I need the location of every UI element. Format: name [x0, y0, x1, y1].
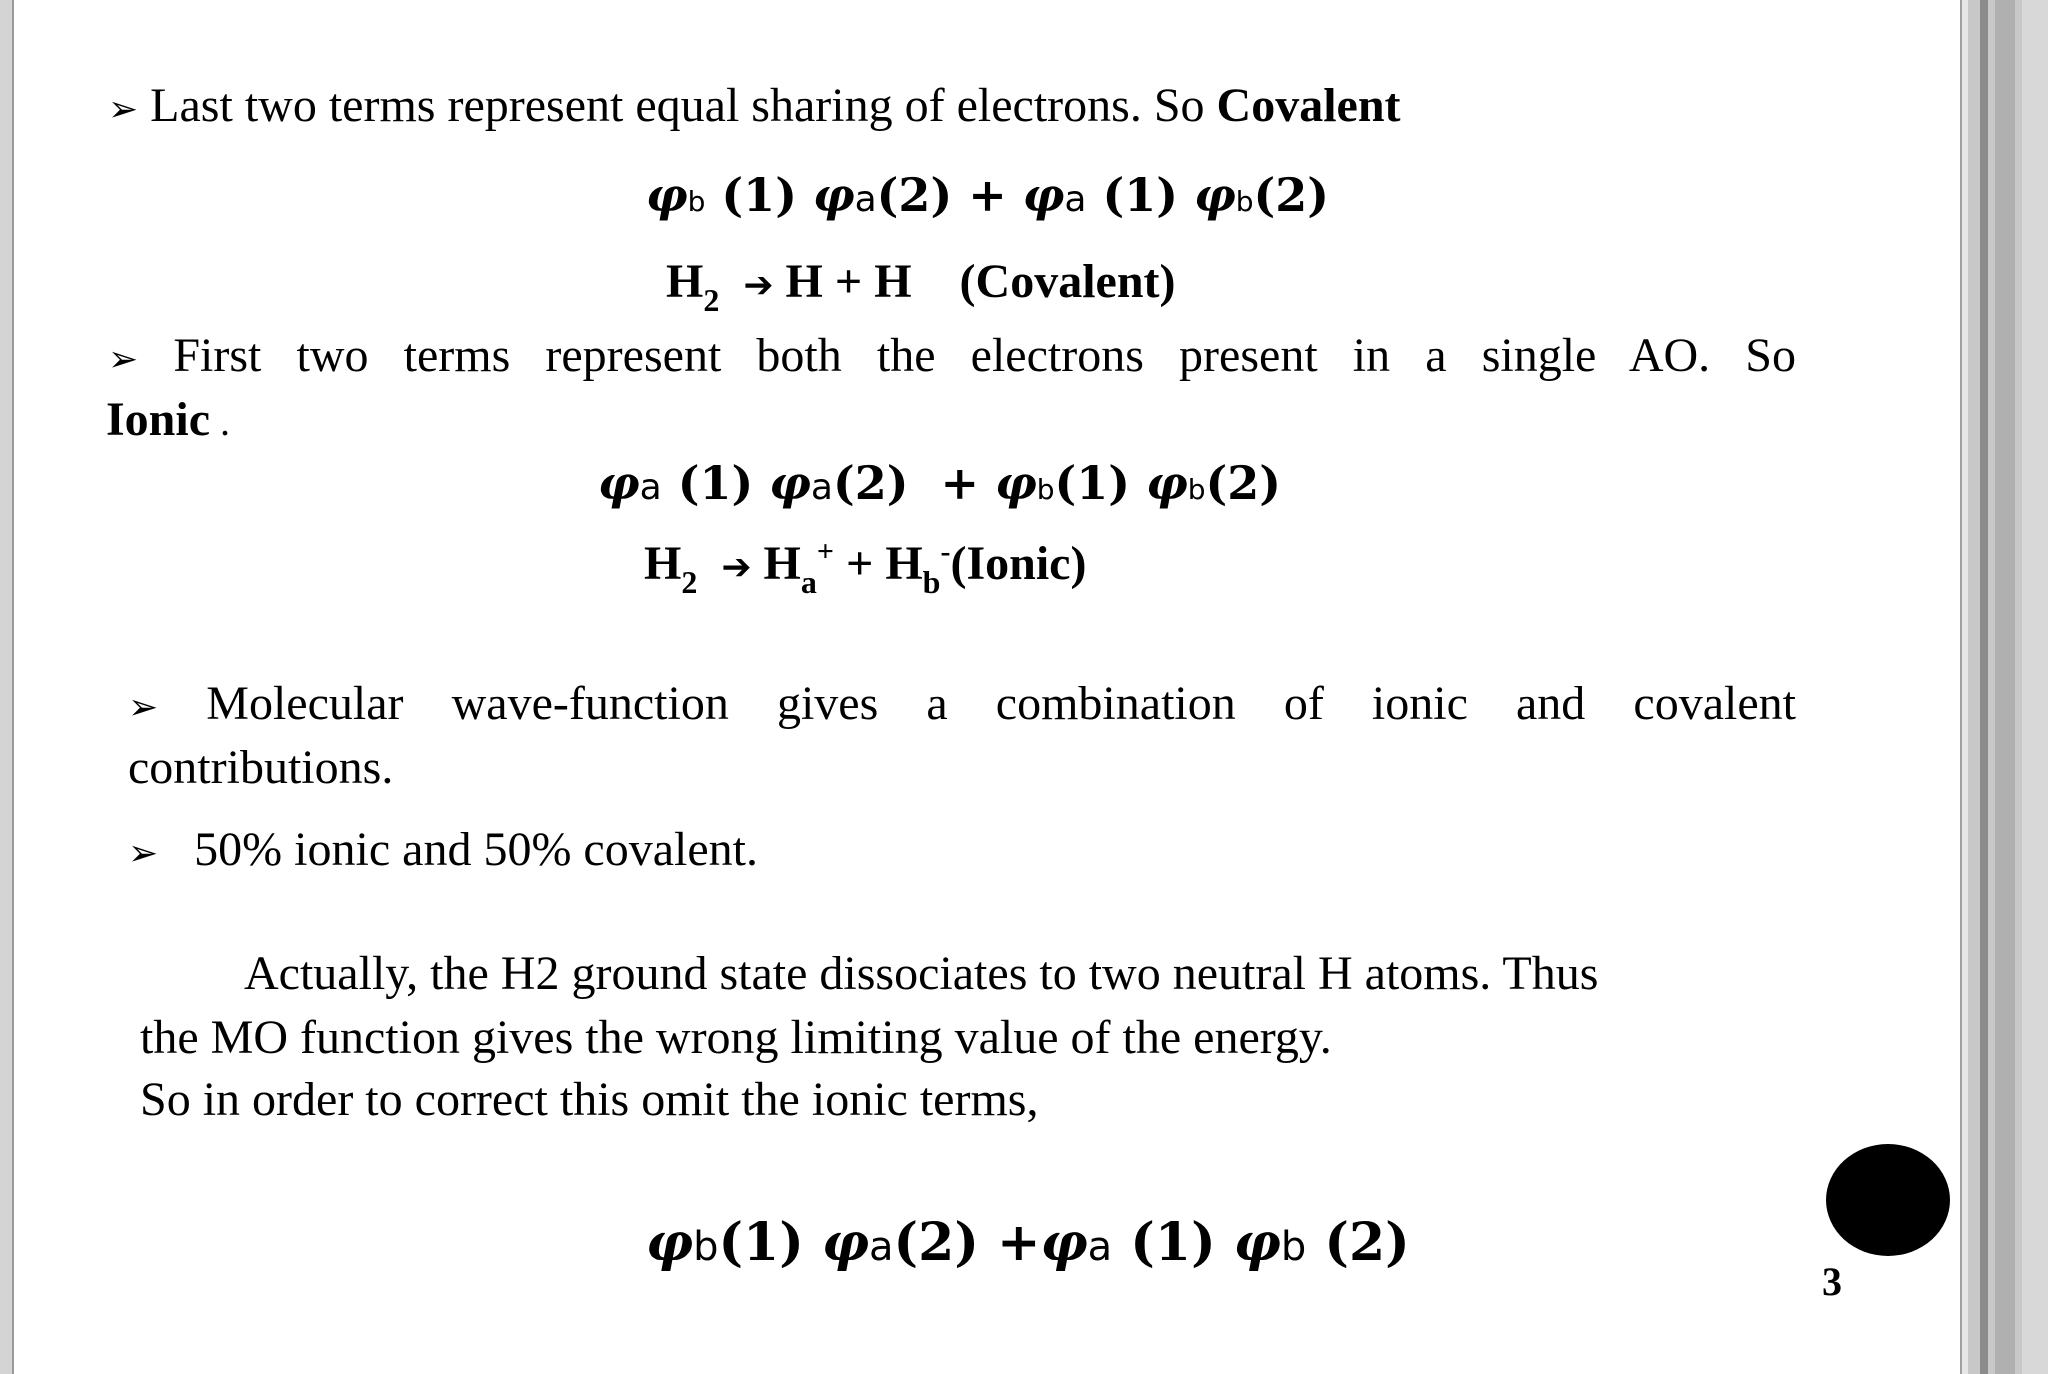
- argument: (2): [876, 168, 953, 222]
- subscript: b: [687, 185, 706, 218]
- phi-symbol: φ: [812, 168, 855, 222]
- argument: (2): [1324, 1212, 1410, 1273]
- left-border: [0, 0, 14, 1374]
- bullet-arrow-icon: ➢: [128, 687, 159, 728]
- argument: (1): [718, 1212, 804, 1273]
- subscript: a: [854, 179, 877, 220]
- subscript: b: [1187, 473, 1206, 506]
- subscript: a: [810, 467, 833, 508]
- paragraph-line3: So in order to correct this omit the ionic terms,: [140, 1073, 1039, 1126]
- reaction-ionic: [644, 535, 1087, 600]
- decorative-circle: [1826, 1144, 1950, 1256]
- subscript: 2: [703, 282, 720, 318]
- arrow-right-icon: ➔: [743, 265, 774, 306]
- point3-line2: contributions.: [128, 741, 394, 794]
- reaction-label: (Covalent): [959, 255, 1176, 308]
- phi-symbol: φ: [995, 456, 1037, 510]
- point1-text: Last two terms represent equal sharing of electrons. So: [150, 79, 1217, 132]
- subscript: a: [1064, 179, 1087, 220]
- phi-symbol: φ: [646, 168, 688, 222]
- subscript: a: [1087, 1224, 1113, 1270]
- subscript: a: [639, 467, 662, 508]
- products: H + H: [785, 255, 912, 308]
- subscript: a: [800, 564, 817, 600]
- phi-symbol: φ: [821, 1212, 870, 1273]
- plus-sign: +: [997, 1212, 1041, 1273]
- superscript: -: [940, 535, 951, 568]
- bullet-point-percent: [128, 822, 758, 877]
- argument: (2): [893, 1212, 979, 1273]
- argument: (2): [1253, 168, 1330, 222]
- subscript: b: [1036, 473, 1055, 506]
- ion-h-b: H: [885, 537, 923, 590]
- reactant: H: [666, 255, 704, 308]
- phi-symbol: φ: [1040, 1212, 1088, 1273]
- plus-sign: +: [845, 537, 874, 590]
- argument: (1): [677, 456, 754, 510]
- phi-symbol: φ: [1146, 456, 1188, 510]
- argument: (1): [1130, 1212, 1216, 1273]
- point2-bold: Ionic: [106, 393, 211, 446]
- phi-symbol: φ: [598, 456, 640, 510]
- subscript: b: [693, 1224, 719, 1270]
- subscript: b: [1235, 185, 1254, 218]
- phi-symbol: φ: [1022, 168, 1065, 222]
- point2-line2: [106, 392, 230, 447]
- phi-symbol: φ: [1233, 1212, 1281, 1273]
- point1-bold: Covalent: [1216, 79, 1401, 132]
- argument: (2): [1205, 456, 1282, 510]
- right-border-stripe: [1995, 0, 2015, 1374]
- right-border-stripe: [2022, 0, 2048, 1374]
- subscript: b: [1280, 1224, 1307, 1270]
- bullet-point-combination: [128, 676, 1796, 731]
- point3-line1: Molecular wave-function gives a combination of ionic and covalent: [206, 677, 1796, 730]
- point4-text: 50% ionic and 50% covalent.: [194, 823, 759, 876]
- argument: (2): [832, 456, 909, 510]
- equation-corrected: [646, 1212, 1410, 1273]
- argument: (1): [721, 168, 797, 222]
- paragraph-line2: the MO function gives the wrong limiting value of the energy.: [140, 1011, 1332, 1064]
- point2-line1: First two terms represent both the electrons present in a single AO. So: [173, 329, 1797, 382]
- phi-symbol: φ: [769, 456, 811, 510]
- right-border-stripe: [1980, 0, 1988, 1374]
- argument: (1): [1054, 456, 1131, 510]
- point2-tail: .: [210, 399, 231, 444]
- plus-sign: +: [968, 168, 1007, 222]
- reaction-covalent: [666, 254, 1176, 318]
- plus-sign: +: [940, 456, 980, 510]
- superscript: +: [816, 535, 834, 568]
- reactant: H: [644, 537, 682, 590]
- phi-symbol: φ: [1194, 168, 1236, 222]
- arrow-right-icon: ➔: [721, 547, 752, 588]
- bullet-point-ionic: [108, 328, 1796, 383]
- page-number: 3: [1822, 1259, 1842, 1304]
- reaction-label: (Ionic): [950, 537, 1087, 590]
- equation-covalent-terms: [646, 168, 1329, 222]
- argument: (1): [1102, 168, 1179, 222]
- subscript: 2: [681, 564, 698, 600]
- paragraph-line1: Actually, the H2 ground state dissociates to two neutral H atoms. Thus: [244, 947, 1599, 1000]
- bullet-arrow-icon: ➢: [108, 89, 139, 130]
- subscript: a: [869, 1224, 894, 1270]
- equation-ionic-terms: [598, 456, 1281, 510]
- subscript: b: [922, 564, 941, 600]
- ion-h-a: H: [763, 537, 801, 590]
- bullet-point-covalent: [108, 78, 1401, 133]
- right-border-stripe: [1960, 0, 1968, 1374]
- bullet-arrow-icon: ➢: [108, 339, 139, 380]
- bullet-arrow-icon: ➢: [128, 833, 159, 874]
- phi-symbol: φ: [646, 1212, 694, 1273]
